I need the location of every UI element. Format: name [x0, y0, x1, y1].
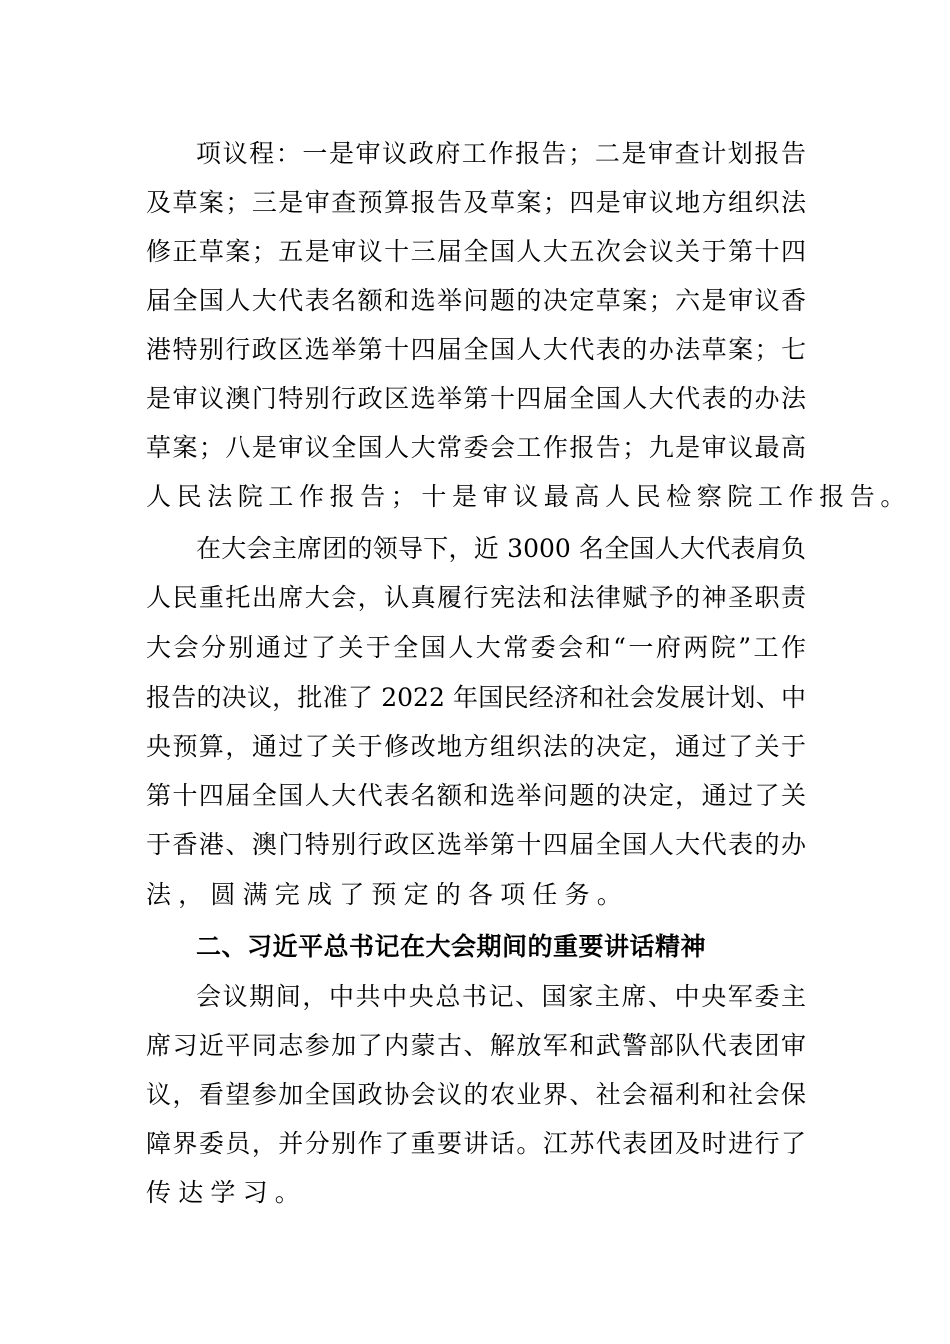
paragraph-2-line: 在大会主席团的领导下，近 3000 名全国人大代表肩负 [196, 534, 806, 563]
paragraph-1-line: 修正草案；五是审议十三届全国人大五次会议关于第十四 [146, 237, 806, 266]
paragraph-1-line: 人民法院工作报告；十是审议最高人民检察院工作报告。 [146, 482, 912, 511]
paragraph-3-line: 会议期间，中共中央总书记、国家主席、中央军委主 [196, 982, 806, 1011]
paragraph-2-line: 人民重托出席大会，认真履行宪法和法律赋予的神圣职责 [146, 583, 806, 612]
paragraph-2-line: 央预算，通过了关于修改地方组织法的决定，通过了关于 [146, 732, 806, 761]
paragraph-2-line: 报告的决议，批准了 2022 年国民经济和社会发展计划、中 [146, 683, 806, 712]
paragraph-2-line: 法，圆满完成了预定的各项任务。 [146, 880, 630, 909]
paragraph-3-line: 障界委员，并分别作了重要讲话。江苏代表团及时进行了 [146, 1129, 806, 1158]
paragraph-1-line: 是审议澳门特别行政区选举第十四届全国人大代表的办法 [146, 384, 806, 413]
paragraph-3-line: 席习近平同志参加了内蒙古、解放军和武警部队代表团审 [146, 1031, 806, 1060]
paragraph-3-line: 传达学习。 [146, 1178, 308, 1207]
paragraph-3-line: 议，看望参加全国政协会议的农业界、社会福利和社会保 [146, 1080, 806, 1109]
paragraph-2-line: 第十四届全国人大代表名额和选举问题的决定，通过了关 [146, 781, 806, 810]
paragraph-1-line: 及草案；三是审查预算报告及草案；四是审议地方组织法 [146, 188, 806, 217]
paragraph-1-line: 项议程：一是审议政府工作报告；二是审查计划报告 [196, 139, 806, 168]
paragraph-2-line: 大会分别通过了关于全国人大常委会和“一府两院”工作 [146, 633, 806, 662]
paragraph-1-line: 届全国人大代表名额和选举问题的决定草案；六是审议香 [146, 286, 806, 315]
section-heading: 二、习近平总书记在大会期间的重要讲话精神 [196, 932, 707, 961]
paragraph-1-line: 港特别行政区选举第十四届全国人大代表的办法草案；七 [146, 335, 806, 364]
paragraph-2-line: 于香港、澳门特别行政区选举第十四届全国人大代表的办 [146, 830, 806, 859]
paragraph-1-line: 草案；八是审议全国人大常委会工作报告；九是审议最高 [146, 433, 806, 462]
